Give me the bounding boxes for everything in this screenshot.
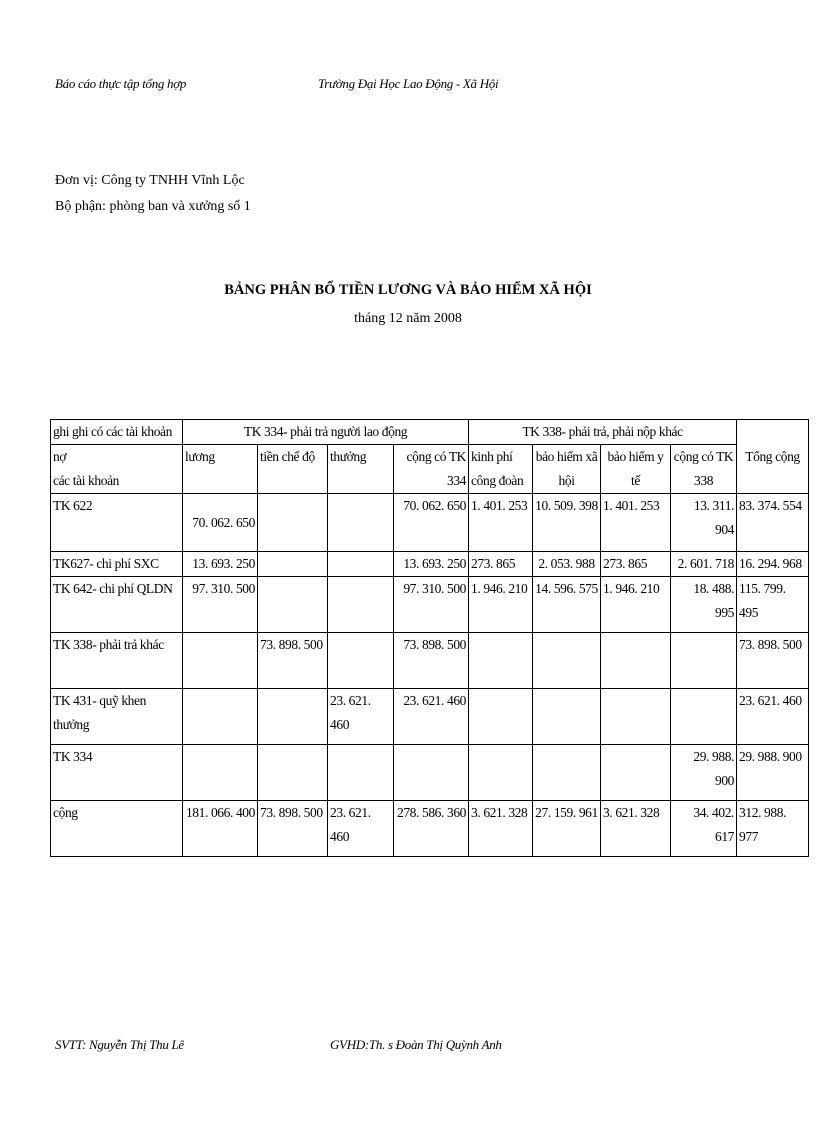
corner-bottom-cell xyxy=(51,445,183,494)
footer-student: SVTT: Nguyễn Thị Thu Lê xyxy=(55,1037,184,1052)
unit-department: Bộ phận: phòng ban và xưởng số 1 xyxy=(55,199,251,214)
table-cell: 23. 621. 460 xyxy=(328,801,394,857)
table-cell: 1. 946. 210 xyxy=(601,577,671,633)
table-cell xyxy=(469,633,533,689)
allocation-table xyxy=(50,419,809,857)
group-header-334: TK 334- phải trả người lao động xyxy=(183,420,469,445)
table-cell xyxy=(601,689,671,745)
table-cell: 70. 062. 650 xyxy=(183,494,258,552)
table-cell: 97. 310. 500 xyxy=(394,577,469,633)
total-header: Tổng cộng xyxy=(737,420,809,494)
table-cell: 1. 401. 253 xyxy=(601,494,671,552)
table-cell xyxy=(328,633,394,689)
row-account-label: cộng xyxy=(51,801,183,857)
table-cell: 13. 311. 904 xyxy=(671,494,737,552)
table-cell xyxy=(258,552,328,577)
column-header: cộng có TK 338 xyxy=(671,445,737,494)
table-cell: 181. 066. 400 xyxy=(183,801,258,857)
table-row xyxy=(51,689,809,745)
table-cell: 273. 865 xyxy=(601,552,671,577)
table-cell: 115. 799. 495 xyxy=(737,577,809,633)
table-cell xyxy=(328,494,394,552)
table-cell: 2. 053. 988 xyxy=(533,552,601,577)
table-cell: 312. 988. 977 xyxy=(737,801,809,857)
corner-debit-label: nợ xyxy=(53,449,67,464)
page-subtitle: tháng 12 năm 2008 xyxy=(354,311,462,326)
corner-accounts-label: các tài khoản xyxy=(53,473,120,488)
table-cell xyxy=(258,689,328,745)
header-report-title: Báo cáo thực tập tổng hợp xyxy=(55,76,187,91)
table-row xyxy=(51,577,809,633)
table-cell xyxy=(533,689,601,745)
table-cell xyxy=(258,745,328,801)
column-header: cộng có TK 334 xyxy=(394,445,469,494)
table-cell xyxy=(328,552,394,577)
column-header: bảo hiểm y tế xyxy=(601,445,671,494)
table-cell: 97. 310. 500 xyxy=(183,577,258,633)
header-row-columns xyxy=(51,445,809,494)
table-cell: 73. 898. 500 xyxy=(258,633,328,689)
table-cell xyxy=(258,577,328,633)
corner-top-cell: ghi ghi có các tài khoản xyxy=(51,420,183,445)
table-cell xyxy=(671,689,737,745)
table-cell: 13. 693. 250 xyxy=(183,552,258,577)
table-row xyxy=(51,633,809,689)
row-account-label: TK 338- phải trả khác xyxy=(51,633,183,689)
table-cell: 3. 621. 328 xyxy=(601,801,671,857)
table-cell: 18. 488. 995 xyxy=(671,577,737,633)
table-cell xyxy=(183,689,258,745)
table-cell: 1. 946. 210 xyxy=(469,577,533,633)
row-account-label: TK627- chi phí SXC xyxy=(51,552,183,577)
row-account-label: TK 431- quỹ khen thưởng xyxy=(51,689,183,745)
table-cell: 14. 596. 575 xyxy=(533,577,601,633)
table-cell: 29. 988. 900 xyxy=(671,745,737,801)
table-cell: 73. 898. 500 xyxy=(394,633,469,689)
table-cell: 278. 586. 360 xyxy=(394,801,469,857)
table-cell xyxy=(601,633,671,689)
row-account-label: TK 622 xyxy=(51,494,183,552)
row-account-label: TK 642- chi phí QLDN xyxy=(51,577,183,633)
table-cell: 70. 062. 650 xyxy=(394,494,469,552)
footer-advisor: GVHD:Th. s Đoàn Thị Quỳnh Anh xyxy=(330,1037,502,1052)
table-cell: 23. 621. 460 xyxy=(394,689,469,745)
table-cell xyxy=(469,745,533,801)
table-cell: 29. 988. 900 xyxy=(737,745,809,801)
table-cell: 3. 621. 328 xyxy=(469,801,533,857)
column-header: bảo hiểm xã hội xyxy=(533,445,601,494)
table-row xyxy=(51,801,809,857)
table-row xyxy=(51,494,809,552)
unit-company: Đơn vị: Công ty TNHH Vĩnh Lộc xyxy=(55,173,245,188)
header-university: Trường Đại Học Lao Động - Xã Hội xyxy=(318,76,499,91)
table-cell xyxy=(469,689,533,745)
group-header-338: TK 338- phải trả, phải nộp khác xyxy=(469,420,737,445)
table-row xyxy=(51,552,809,577)
table-cell xyxy=(533,633,601,689)
table-cell xyxy=(258,494,328,552)
column-header: kinh phí công đoàn xyxy=(469,445,533,494)
table-cell: 13. 693. 250 xyxy=(394,552,469,577)
table-cell xyxy=(601,745,671,801)
table-cell: 73. 898. 500 xyxy=(258,801,328,857)
table-cell: 34. 402. 617 xyxy=(671,801,737,857)
table-cell xyxy=(328,577,394,633)
table-cell: 2. 601. 718 xyxy=(671,552,737,577)
header-row-groups xyxy=(51,420,809,445)
column-header: tiền chế độ xyxy=(258,445,328,494)
page-title: BẢNG PHÂN BỔ TIỀN LƯƠNG VÀ BẢO HIỂM XÃ HỘI xyxy=(224,282,592,298)
table-cell: 10. 509. 398 xyxy=(533,494,601,552)
row-account-label: TK 334 xyxy=(51,745,183,801)
table-cell xyxy=(671,633,737,689)
table-cell: 23. 621. 460 xyxy=(328,689,394,745)
table-cell: 83. 374. 554 xyxy=(737,494,809,552)
table-cell xyxy=(328,745,394,801)
table-cell: 16. 294. 968 xyxy=(737,552,809,577)
table-cell: 73. 898. 500 xyxy=(737,633,809,689)
table-cell: 27. 159. 961 xyxy=(533,801,601,857)
table-cell xyxy=(183,633,258,689)
table-cell xyxy=(533,745,601,801)
table-row xyxy=(51,745,809,801)
table-cell xyxy=(183,745,258,801)
column-header: lương xyxy=(183,445,258,494)
table-cell: 23. 621. 460 xyxy=(737,689,809,745)
column-header: thưởng xyxy=(328,445,394,494)
table-cell: 1. 401. 253 xyxy=(469,494,533,552)
table-cell xyxy=(394,745,469,801)
table-cell: 273. 865 xyxy=(469,552,533,577)
